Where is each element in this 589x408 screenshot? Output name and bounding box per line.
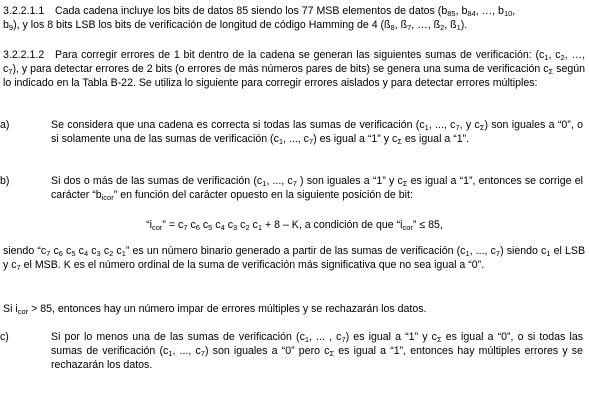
text-run: c: [199, 219, 209, 231]
text-run: ), y los 8 bits LSB los bits de verificación de longitud de código Hamming de 4 (ß: [13, 19, 391, 32]
text-run: el LSB y c: [3, 245, 586, 272]
list-item-body: [29, 118, 583, 146]
list-item-c: [0, 330, 584, 373]
text-run: el MSB. K es el número ordinal de la suma de verificación más significativa que no sea igual a “0”.: [20, 259, 485, 272]
text-run: , ..., c: [428, 119, 456, 131]
subscript: Σ: [548, 67, 554, 77]
text-run: es igual a “1”.: [401, 133, 470, 146]
text-run: es igual a “1”, entonces se corrige el carácter “b: [51, 175, 583, 202]
text-run: c: [224, 219, 234, 231]
text-run: es igual a “0”, o si todas las sumas de verificación (c: [51, 331, 584, 358]
subscript: 1: [304, 335, 310, 344]
paragraph-3-2-2-1-1: [3, 4, 585, 32]
subscript: 7: [200, 349, 205, 359]
text-run: c: [88, 245, 97, 257]
text-run: , ..., c: [266, 175, 293, 187]
subscript: 7: [46, 249, 51, 258]
paragraph-si-icor: [3, 302, 585, 316]
text-run: ) siendo c: [500, 245, 547, 257]
text-run: ) son iguales a “1” y c: [296, 175, 403, 187]
subscript: 1: [544, 53, 549, 62]
list-item-b: [0, 174, 583, 203]
text-run: c: [249, 219, 258, 231]
subscript: 7: [292, 179, 297, 188]
text-run: , ..., c: [469, 245, 496, 257]
text-run: Cada cadena incluye los bits de datos 85 siendo los 77 MSB elementos de datos (b: [55, 5, 448, 17]
text-run: ) son iguales a “0”, o si solamente una de las sumas de verificación (c: [51, 119, 583, 146]
text-run: siendo “c: [3, 245, 47, 257]
subscript: 10: [503, 9, 513, 18]
section-number: 3.2.2.1.1: [3, 5, 45, 17]
text-run: b: [3, 19, 9, 32]
list-item-letter: c): [0, 331, 9, 343]
text-run: , ß: [394, 19, 408, 32]
subscript: Σ: [397, 137, 402, 147]
text-run: c: [113, 245, 122, 257]
subscript: 6: [58, 249, 63, 258]
text-run: , ..., c: [172, 345, 201, 358]
subscript: 8: [390, 23, 395, 33]
text-run: ” en función del carácter opuesto en la siguiente posición de bit:: [113, 189, 413, 202]
subscript: 2: [560, 53, 565, 62]
subscript: Σ: [436, 335, 442, 344]
subscript: 1: [121, 249, 126, 258]
subscript: 1: [465, 249, 470, 258]
paragraph-siendo: [3, 244, 585, 272]
text-run: ,: [512, 5, 516, 17]
text-run: ), y para detectar errores de 2 bits (o errores de más números pares de bits) se genera una suma de verificación c: [12, 63, 549, 76]
text-run: “i: [146, 219, 152, 231]
subscript: 1: [546, 249, 551, 258]
text-run: c: [62, 245, 72, 257]
list-item-a: [0, 118, 583, 147]
text-run: ) son iguales a “0” pero c: [204, 345, 330, 358]
text-run: según lo indicado en la Tabla B-22. Se utiliza lo siguiente para corregir errores aislados y para detectar errores múltiples:: [3, 63, 586, 90]
text-run: , y c: [459, 119, 480, 131]
subscript: Σ: [402, 179, 408, 188]
list-item-body: [29, 174, 583, 202]
subscript: 6: [195, 223, 200, 232]
paragraph-3-2-2-1-2: [3, 48, 585, 91]
section-number: 3.2.2.1.2: [3, 49, 45, 61]
text-run: ) es igual a “1” y c: [313, 133, 398, 146]
text-run: Se considera que una cadena es correcta si todas las sumas de verificación (c: [51, 119, 425, 131]
text-run: es igual a “1”, entonces hay múltiples errores y se rechazarán los datos.: [51, 345, 583, 372]
subscript: 4: [220, 223, 225, 232]
text-run: c: [187, 219, 196, 231]
subscript: 1: [168, 349, 173, 359]
text-run: c: [237, 219, 246, 231]
text-run: c: [50, 245, 59, 257]
text-run: , ... , c: [309, 331, 342, 343]
subscript: 2: [440, 23, 445, 33]
subscript: 2: [245, 223, 250, 232]
subscript: 85: [447, 9, 456, 18]
subscript: Σ: [329, 349, 335, 359]
text-run: Para corregir errores de 1 bit dentro de la cadena se generan las siguientes sumas de verificación: (c: [55, 49, 545, 61]
subscript: 4: [83, 249, 89, 258]
subscript: 3: [96, 249, 101, 258]
subscript: 5: [208, 223, 213, 232]
subscript: 3: [233, 223, 238, 232]
text-run: Si dos o más de las sumas de verificación (c: [51, 175, 263, 187]
text-run: ).: [460, 19, 468, 32]
subscript: 7: [308, 137, 314, 147]
subscript: 7: [341, 335, 346, 344]
text-run: ” es un número binario generado a partir de las sumas de verificación (c: [125, 245, 466, 257]
subscript: 7: [16, 263, 21, 273]
text-run: , …, c: [3, 49, 586, 76]
subscript: Σ: [479, 123, 485, 132]
text-run: c: [100, 245, 110, 257]
list-item-letter: a): [0, 119, 10, 131]
text-run: , ß: [444, 19, 457, 32]
subscript: 5: [71, 249, 76, 258]
subscript: cor: [17, 307, 29, 316]
subscript: icor: [101, 193, 114, 203]
text-run: c: [75, 245, 84, 257]
formula-icor: [0, 218, 589, 232]
subscript: 1: [424, 123, 429, 132]
text-run: ” = c: [162, 219, 184, 231]
text-run: ” ≤ 85,: [412, 219, 443, 231]
subscript: 7: [8, 67, 13, 77]
subscript: 9: [8, 23, 14, 33]
text-run: ) es igual a “1” y c: [345, 331, 437, 343]
text-run: Si por lo menos una de las sumas de verificación (c: [51, 331, 305, 343]
subscript: 7: [407, 23, 412, 33]
text-run: , ..., c: [283, 133, 309, 146]
subscript: cor: [152, 223, 163, 232]
subscript: 1: [262, 179, 267, 188]
list-item-letter: b): [0, 175, 10, 187]
subscript: 2: [109, 249, 114, 258]
text-run: Si i: [3, 303, 18, 315]
text-run: > 85, entonces hay un número impar de errores múltiples y se rechazarán los datos.: [28, 303, 427, 315]
text-run: , …, ß: [411, 19, 441, 32]
text-run: , b: [455, 5, 468, 17]
subscript: cor: [402, 223, 413, 232]
subscript: 1: [257, 223, 263, 232]
text-run: , …, b: [475, 5, 504, 17]
subscript: 7: [183, 223, 188, 232]
text-run: c: [212, 219, 221, 231]
subscript: 1: [278, 137, 284, 147]
text-run: , c: [548, 49, 561, 61]
subscript: 7: [455, 123, 460, 132]
text-run: + 8 – K, a condición de que “i: [262, 219, 403, 231]
subscript: 1: [456, 23, 461, 33]
subscript: 7: [495, 249, 501, 258]
list-item-body: [29, 330, 583, 373]
subscript: 84: [467, 9, 476, 18]
